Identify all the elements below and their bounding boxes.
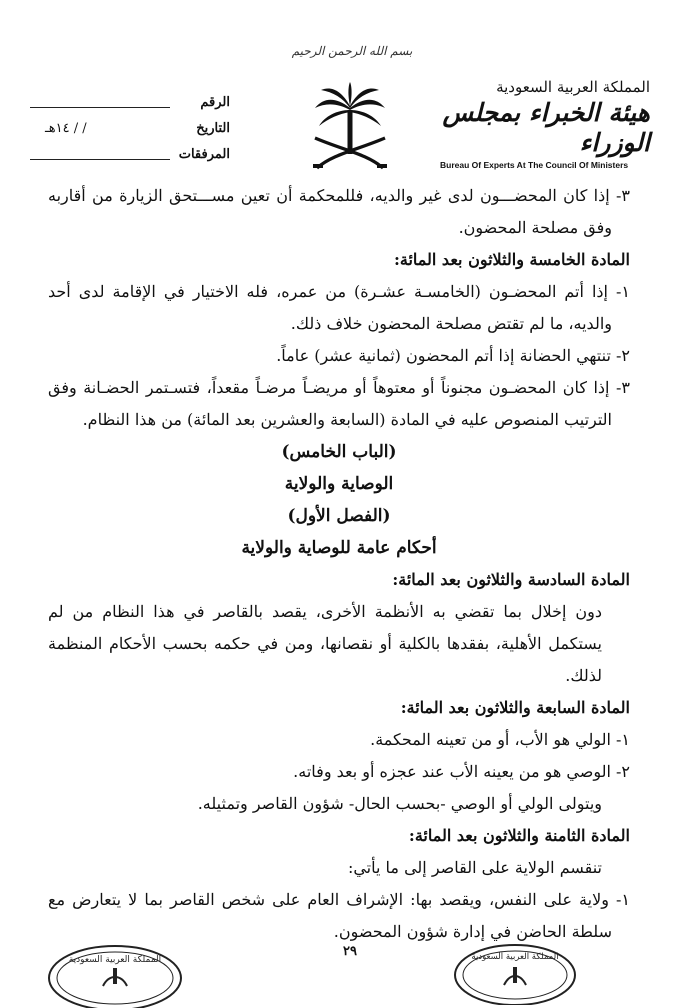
official-seal-right-icon <box>450 935 580 1005</box>
document-body <box>48 180 630 948</box>
article-137-clause-2: ٢- الوصي هو من يعينه الأب عند عجزه أو بعد وفاته. <box>293 762 630 781</box>
attachments-label: المرفقات <box>178 147 230 162</box>
article-137-text: ويتولى الولي أو الوصي -بحسب الحال- شؤون القاصر وتمثيله. <box>197 794 602 813</box>
article-135-heading: المادة الخامسة والثلاثون بعد المائة: <box>393 250 630 269</box>
stamp-left-text: المملكة العربية السعودية <box>68 955 162 965</box>
part-title: (الباب الخامس) <box>281 442 397 462</box>
article-137-heading: المادة السابعة والثلاثون بعد المائة: <box>400 698 630 717</box>
article-135-clause-2: ٢- تنتهي الحضانة إذا أتم المحضون (ثمانية عشر) عاماً. <box>276 346 630 365</box>
number-label: الرقم <box>200 95 230 110</box>
article-138-clause-1: ١- ولاية على النفس، ويقصد بها: الإشراف العام على شخص القاصر بما لا يتعارض مع سلطة الحاضن في إدارة شؤون المحضون. <box>48 890 630 941</box>
organization-block <box>440 78 650 170</box>
article-135-clause-3: ٣- إذا كان المحضـون مجنوناً أو معتوهاً أو مريضـاً مرضـاً مقعداً، فتسـتمر الحضـانة وفق الترتيب المنصوص عليه في المادة (السابعة والعشرين بعد المائة) من هذا النظام. <box>48 378 630 429</box>
attachments-line <box>30 159 170 160</box>
part-name: الوصاية والولاية <box>284 474 394 494</box>
article-138-heading: المادة الثامنة والثلاثون بعد المائة: <box>408 826 630 845</box>
number-field <box>30 95 230 121</box>
chapter-name: أحكام عامة للوصاية والولاية <box>241 538 437 558</box>
article-134-clause-3: ٣- إذا كان المحضـــون لدى غير والديه، فللمحكمة أن تعين مســـتحق الزيارة من أقاربه وفق مصلحة المحضون. <box>48 186 630 237</box>
article-137-clause-1: ١- الولي هو الأب، أو من تعينه المحكمة. <box>370 730 630 749</box>
stamp-right-text: المملكة العربية السعودية <box>471 952 559 962</box>
org-name-line1: المملكة العربية السعودية <box>496 78 650 96</box>
date-value: / / ١٤هـ <box>42 121 90 136</box>
basmala: بسم الله الرحمن الرحيم <box>291 44 413 58</box>
article-135-clause-1: ١- إذا أتم المحضـون (الخامسـة عشـرة) من عمره، فله الاختيار في الإقامة لدى أحد والديه، ما لم تقتض مصلحة المحضون خلاف ذلك. <box>48 282 630 333</box>
org-name-english: Bureau Of Experts At The Council Of Ministers <box>440 160 629 170</box>
date-field <box>30 121 230 147</box>
number-line <box>30 107 170 108</box>
org-name-line2: هيئة الخبراء بمجلس الوزراء <box>442 98 650 157</box>
page-number: ٢٩ <box>343 944 357 959</box>
article-136-text: دون إخلال بما تقضي به الأنظمة الأخرى، يقصد بالقاصر في هذا النظام من لم يستكمل الأهلية، بفقدها بالكلية أو نقصانها، ومن في حكمه بحسب الأحكام المنظمة لذلك. <box>48 602 603 685</box>
date-label: التاريخ <box>196 121 230 136</box>
palm-swords-emblem-icon <box>305 80 395 180</box>
chapter-title: (الفصل الأول) <box>287 506 391 526</box>
attachments-field <box>30 147 230 173</box>
letterhead <box>0 0 700 178</box>
article-136-heading: المادة السادسة والثلاثون بعد المائة: <box>392 570 630 589</box>
article-138-intro: تنقسم الولاية على القاصر إلى ما يأتي: <box>347 858 602 877</box>
official-seal-left-icon <box>45 938 185 1008</box>
reference-fields <box>30 95 230 173</box>
